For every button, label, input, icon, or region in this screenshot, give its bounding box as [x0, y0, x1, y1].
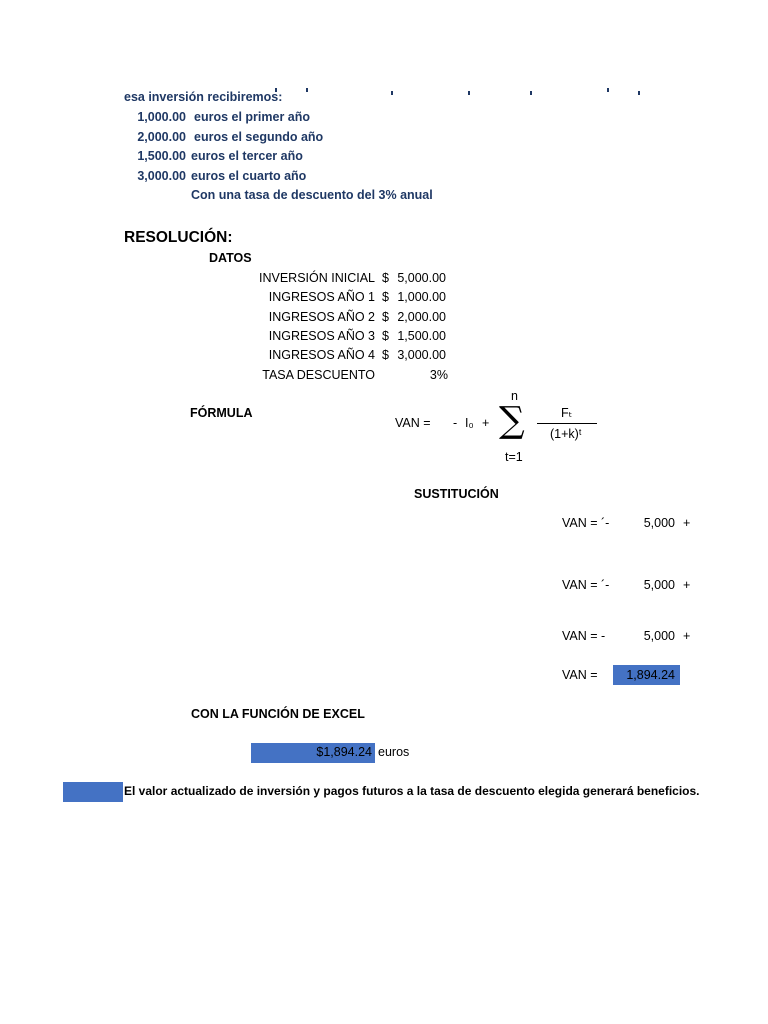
substitution-op-2: + — [683, 578, 691, 592]
formula-van-label: VAN = — [395, 416, 431, 430]
datos-value-ano1: 1,000.00 — [397, 290, 446, 304]
datos-value-inversion: 5,000.00 — [397, 271, 446, 285]
substitution-value-2: 5,000 — [643, 578, 675, 592]
substitution-op-3: + — [683, 629, 691, 643]
sigma-icon: ∑ — [499, 400, 525, 441]
excel-unit: euros — [378, 745, 410, 759]
conclusion-text: El valor actualizado de inversión y pagos futuros a la tasa de descuento elegida generará beneficios. — [124, 784, 700, 798]
formula-numerator: Fₜ — [561, 406, 573, 420]
datos-label-inversion: INVERSIÓN INICIAL — [259, 271, 375, 285]
substitution-value-1: 5,000 — [643, 516, 675, 530]
datos-currency: $ — [382, 271, 389, 285]
datos-currency: $ — [382, 310, 389, 324]
datos-label-ano1: INGRESOS AÑO 1 — [268, 290, 375, 304]
datos-currency: $ — [382, 290, 389, 304]
substitution-label-1: VAN = ´- — [562, 516, 610, 530]
excel-result-cell[interactable] — [251, 743, 375, 763]
formula-plus: + — [482, 416, 490, 430]
intro-amount-4: 3,000.00 — [137, 169, 186, 183]
intro-amount-1: 1,000.00 — [137, 110, 186, 124]
substitution-label-2: VAN = ´- — [562, 578, 610, 592]
substitution-op-1: + — [683, 516, 691, 530]
fraction-bar — [537, 423, 597, 424]
cut-text-fragment — [530, 91, 532, 95]
intro-rate-text: Con una tasa de descuento del 3% anual — [191, 188, 433, 202]
substitution-value-3: 5,000 — [643, 629, 675, 643]
van-result-value: 1,894.24 — [626, 668, 675, 682]
datos-value-ano3: 1,500.00 — [397, 329, 446, 343]
excel-result-value: $1,894.24 — [316, 745, 372, 759]
cut-text-fragment — [638, 91, 640, 95]
substitution-heading: SUSTITUCIÓN — [414, 487, 499, 501]
cut-text-fragment — [391, 91, 393, 95]
intro-text-3: euros el tercer año — [191, 149, 303, 163]
intro-amount-3: 1,500.00 — [137, 149, 186, 163]
datos-currency: $ — [382, 329, 389, 343]
datos-rate-label: TASA DESCUENTO — [262, 368, 375, 382]
resolution-heading: RESOLUCIÓN: — [124, 229, 233, 246]
datos-currency: $ — [382, 348, 389, 362]
van-result-cell[interactable] — [613, 665, 680, 685]
formula-i0: I₀ — [465, 416, 474, 430]
cut-text-fragment — [607, 88, 609, 92]
datos-label-ano2: INGRESOS AÑO 2 — [268, 310, 375, 324]
intro-lead: esa inversión recibiremos: — [124, 90, 283, 104]
datos-heading: DATOS — [209, 251, 252, 265]
datos-label-ano3: INGRESOS AÑO 3 — [268, 329, 375, 343]
datos-rate-value: 3% — [429, 368, 448, 382]
cut-text-fragment — [306, 88, 308, 92]
datos-label-ano4: INGRESOS AÑO 4 — [268, 348, 375, 362]
van-result-label: VAN = — [562, 668, 598, 682]
formula-lower-limit: t=1 — [505, 450, 523, 464]
formula-denominator: (1+k)ᵗ — [550, 427, 582, 441]
intro-text-2: euros el segundo año — [194, 130, 324, 144]
cut-text-fragment — [468, 91, 470, 95]
datos-value-ano2: 2,000.00 — [397, 310, 446, 324]
datos-value-ano4: 3,000.00 — [397, 348, 446, 362]
substitution-label-3: VAN = - — [562, 629, 606, 643]
formula-heading: FÓRMULA — [190, 406, 253, 420]
intro-text-4: euros el cuarto año — [191, 169, 307, 183]
formula-upper-limit: n — [511, 389, 518, 403]
intro-amount-2: 2,000.00 — [137, 130, 186, 144]
excel-heading: CON LA FUNCIÓN DE EXCEL — [191, 707, 365, 721]
conclusion-marker-cell[interactable] — [63, 782, 123, 802]
intro-text-1: euros el primer año — [194, 110, 311, 124]
formula-minus: - — [453, 416, 458, 430]
